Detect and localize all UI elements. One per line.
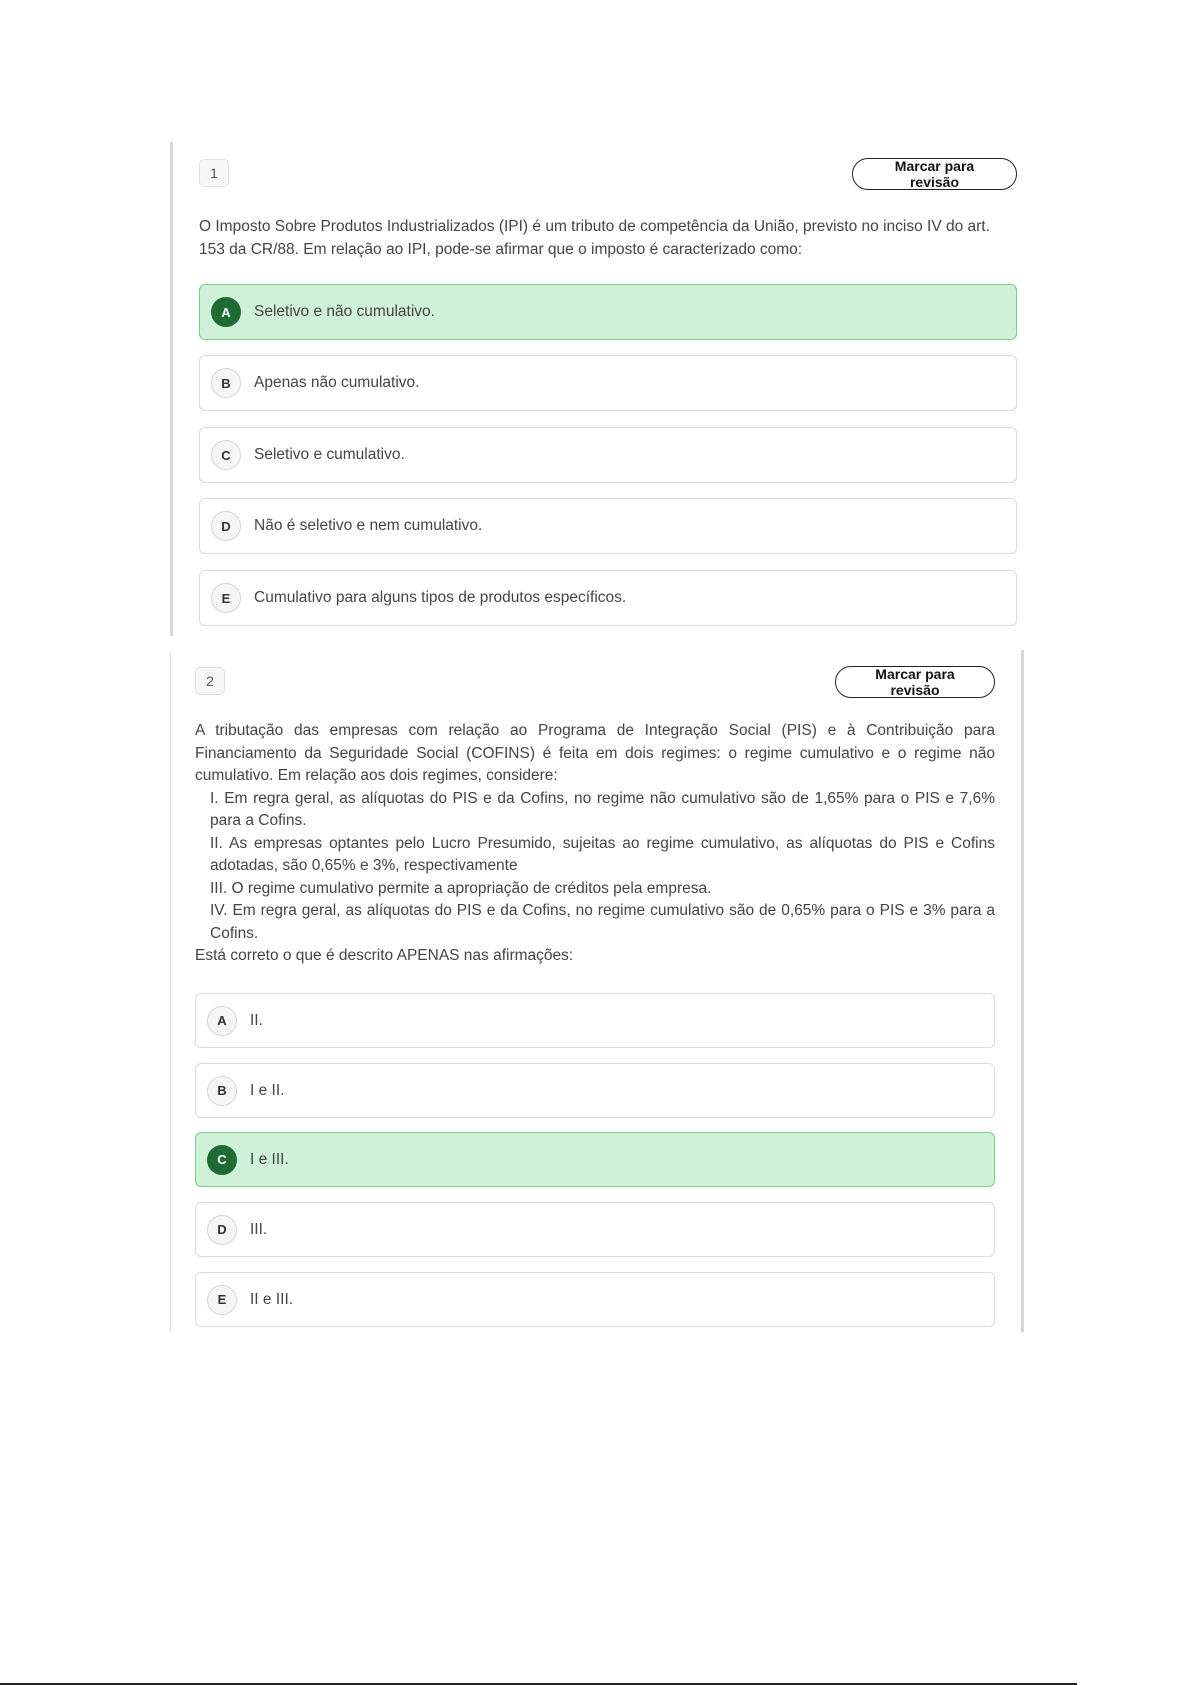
option-c[interactable] <box>195 1132 995 1187</box>
question-text: O Imposto Sobre Produtos Industrializados (IPI) é um tributo de competência da União, previsto no inciso IV do art. 153 da CR/88. Em relação ao IPI, pode-se afirmar que o imposto é caracterizado como: <box>199 218 990 258</box>
question-text <box>195 720 995 968</box>
option-letter: E <box>211 583 241 613</box>
question-intro: A tributação das empresas com relação ao Programa de Integração Social (PIS) e à Contribuição para Financiamento da Seguridade Social (COFINS) é feita em dois regimes: o regime cumulativo e o regime não cumulativo. Em relação aos dois regimes, considere: <box>195 722 995 784</box>
option-letter: A <box>207 1006 237 1036</box>
option-text: I e II. <box>250 1081 285 1099</box>
option-text: Não é seletivo e nem cumulativo. <box>254 517 483 534</box>
option-text: III. <box>250 1220 268 1238</box>
question-prompt: Está correto o que é descrito APENAS nas afirmações: <box>195 947 574 964</box>
question-card-2 <box>170 650 1024 1332</box>
option-text: I e III. <box>250 1150 289 1168</box>
option-letter: B <box>207 1076 237 1106</box>
option-b[interactable] <box>199 355 1017 411</box>
option-text: Cumulativo para alguns tipos de produtos específicos. <box>254 589 627 606</box>
option-d[interactable] <box>199 498 1017 554</box>
option-letter: A <box>211 297 241 327</box>
option-text: Seletivo e não cumulativo. <box>254 303 435 320</box>
option-text: Seletivo e cumulativo. <box>254 446 405 463</box>
option-letter: E <box>207 1285 237 1315</box>
option-letter: C <box>207 1145 237 1175</box>
option-letter: C <box>211 440 241 470</box>
statement-i: I. Em regra geral, as alíquotas do PIS e da Cofins, no regime não cumulativo são de 1,65% para o PIS e 7,6% para a Cofins. <box>210 789 995 829</box>
option-text: II. <box>250 1011 263 1029</box>
option-letter: D <box>211 511 241 541</box>
option-letter: D <box>207 1215 237 1245</box>
option-letter: B <box>211 368 241 398</box>
statement-iv: IV. Em regra geral, as alíquotas do PIS e da Cofins, no regime cumulativo são de 0,65% para o PIS e 3% para a Cofins. <box>210 902 995 942</box>
option-e[interactable] <box>199 570 1017 626</box>
question-number: 1 <box>199 159 229 187</box>
question-card-1 <box>170 142 1018 636</box>
option-text: II e III. <box>250 1290 294 1308</box>
option-e[interactable] <box>195 1272 995 1327</box>
statement-iii: III. O regime cumulativo permite a apropriação de créditos pela empresa. <box>210 879 712 897</box>
option-text: Apenas não cumulativo. <box>254 374 420 391</box>
option-c[interactable] <box>199 427 1017 483</box>
option-a[interactable] <box>199 284 1017 340</box>
option-b[interactable] <box>195 1063 995 1118</box>
option-a[interactable] <box>195 993 995 1048</box>
mark-for-review-button[interactable]: Marcar para revisão <box>852 158 1017 190</box>
statement-ii: II. As empresas optantes pelo Lucro Presumido, sujeitas ao regime cumulativo, as alíquotas do PIS e Cofins adotadas, são 0,65% e 3%, respectivamente <box>210 834 995 874</box>
mark-for-review-button[interactable]: Marcar para revisão <box>835 666 995 698</box>
question-number: 2 <box>195 667 225 695</box>
option-d[interactable] <box>195 1202 995 1257</box>
